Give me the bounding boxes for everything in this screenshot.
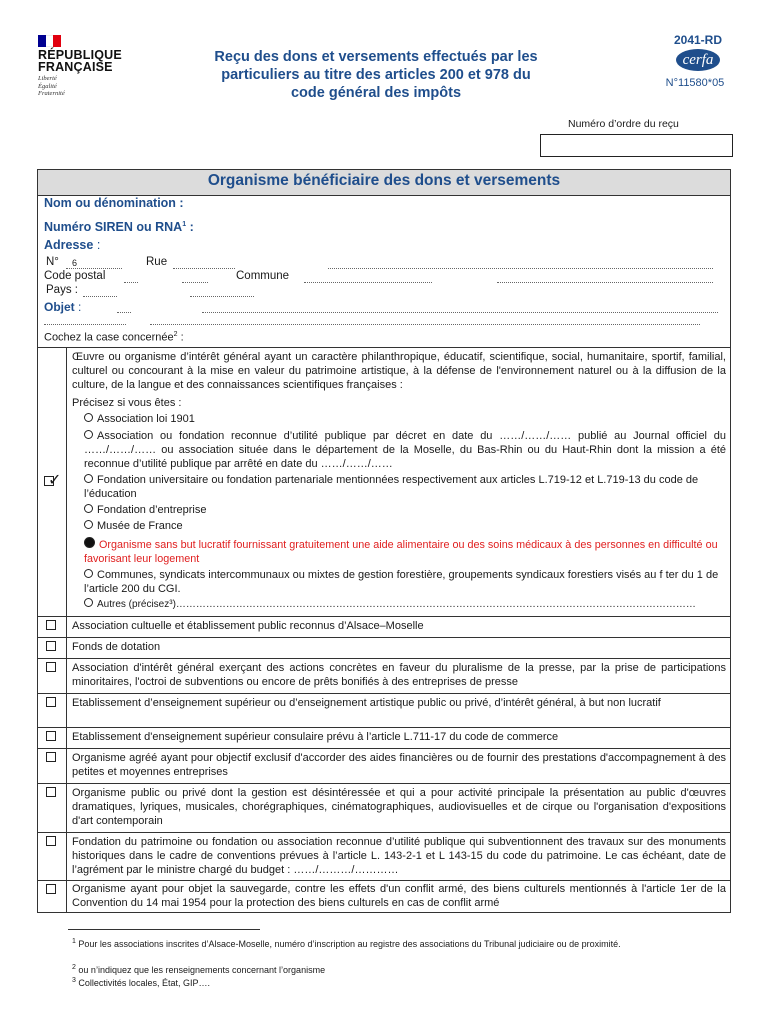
radio-icon[interactable] bbox=[84, 504, 93, 513]
row-text: Etablissement d’enseignement supérieur ou d’enseignement artistique public ou privé, d’intérêt général, à but non lucratif bbox=[72, 697, 661, 709]
checkbox[interactable] bbox=[46, 641, 56, 651]
footnote-divider bbox=[68, 929, 260, 930]
objet-label: Objet : bbox=[44, 300, 82, 314]
row-text: Association d'intérêt général exerçant des actions concrètes en faveur du pluralisme de la presse, par la prise de participations minoritaires, l'octroi de subventions ou encore de prêts bonifiés à des entreprises de presse bbox=[72, 662, 726, 688]
row-text: Fonds de dotation bbox=[72, 641, 161, 653]
row-text: Fondation du patrimoine ou fondation ou association reconnue d’utilité publique qui subventionnent des travaux sur des monuments historiques dans le cadre de conventions prévues à l’article L. 143-2-1 et L 143-15 du code du patrimoine. Le cas échéant, date de l’agrément par le ministre chargé du budget : ……/………/………… bbox=[72, 836, 726, 876]
checkbox[interactable] bbox=[46, 662, 56, 672]
commune-field[interactable] bbox=[304, 282, 432, 283]
footnote-2: $^2$ ou n’indiquez que les renseignements concernant l’organisme bbox=[72, 964, 326, 975]
siren-label: Numéro SIREN ou RNA$^1$ : bbox=[44, 220, 194, 234]
row-text: Organisme agréé ayant pour objectif exclusif d'accorder des aides financières ou de fournir des prestations d'accompagnement à des petites et moyennes entreprises bbox=[72, 752, 726, 778]
marianne-logo-flag bbox=[38, 35, 61, 47]
section-header: Organisme bénéficiaire des dons et versements bbox=[38, 170, 730, 196]
objet-field-3[interactable] bbox=[44, 324, 126, 325]
objet-field-4[interactable] bbox=[150, 324, 700, 325]
precisez-label: Précisez si vous êtes : bbox=[72, 397, 182, 409]
cerfa-logo: cerfa bbox=[676, 49, 720, 71]
numero-field[interactable] bbox=[66, 268, 122, 269]
rue-field-1[interactable] bbox=[173, 268, 235, 269]
radio-icon[interactable] bbox=[84, 474, 93, 483]
checkbox[interactable] bbox=[46, 731, 56, 741]
radio-icon[interactable] bbox=[84, 598, 93, 607]
nom-label: Nom ou dénomination : bbox=[44, 196, 184, 210]
checkbox[interactable] bbox=[46, 697, 56, 707]
pays-field[interactable] bbox=[83, 296, 117, 297]
rue-label: Rue bbox=[146, 256, 168, 268]
option-aide-alimentaire[interactable]: Organisme sans but lucratif fournissant gratuitement une aide alimentaire ou des soins médicaux à des personnes en difficulté ou favorisant leur logement bbox=[84, 539, 718, 565]
radio-selected-icon[interactable] bbox=[84, 537, 95, 548]
option-utilite-publique[interactable]: Association ou fondation reconnue d’utilité publique par décret en date du ……/……/…… publié au Journal officiel du ……/……/…… ou association située dans le département de la Moselle, du Bas-Rhin ou du Haut-Rhin dont la mission a été reconnue d’utilité publique par arrêté en date du ……/……/…… bbox=[84, 430, 726, 470]
checkbox[interactable] bbox=[46, 787, 56, 797]
row-text: Organisme public ou privé dont la gestion est désintéressée et qui a pour activité principale la présentation au public d'œuvres dramatiques, lyriques, musicales, chorégraphiques, cinématographiques, audiovisuelles et de cirque ou l'organisation d'expositions d'art contemporain bbox=[72, 787, 726, 827]
option-autres[interactable]: Autres (précisez³)………………………………………………………………………………………………………………………………………… bbox=[84, 598, 696, 612]
pays-field-2[interactable] bbox=[190, 296, 254, 297]
cerfa-number: N°11580*05 bbox=[665, 77, 725, 89]
option-fondation-universitaire[interactable]: Fondation universitaire ou fondation partenariale mentionnées respectivement aux articles L.719-12 et L.719-13 du code de l’éducation bbox=[84, 474, 699, 500]
checkbox[interactable] bbox=[46, 752, 56, 762]
page-title: Reçu des dons et versements effectués par les particuliers au titre des articles 200 et 978 du code général des impôts bbox=[214, 49, 538, 101]
option-fondation-entreprise[interactable]: Fondation d’entreprise bbox=[84, 503, 206, 517]
objet-field[interactable] bbox=[117, 312, 131, 313]
objet-field-2[interactable] bbox=[202, 312, 718, 313]
big-row-text: Œuvre ou organisme d’intérêt général ayant un caractère philanthropique, éducatif, scientifique, social, humanitaire, sportif, familial, culturel ou concourant à la mise en valeur du patrimoine artistique, à la défense de l'environnement naturel ou à la diffusion de la culture, de la langue et des connaissances scientifiques françaises : bbox=[72, 351, 726, 391]
option-musee-de-france[interactable]: Musée de France bbox=[84, 519, 183, 533]
code-postal-field[interactable] bbox=[124, 282, 138, 283]
checked-checkbox[interactable]: ✓ bbox=[44, 470, 61, 490]
numero-label: N° bbox=[46, 256, 59, 268]
footnote-3: $^3$ Collectivités locales, État, GIP…. bbox=[72, 977, 210, 988]
radio-icon[interactable] bbox=[84, 569, 93, 578]
row-text: Etablissement d'enseignement supérieur consulaire prévu à l’article L.711-17 du code de commerce bbox=[72, 731, 559, 743]
ordre-input[interactable] bbox=[540, 134, 733, 157]
radio-icon[interactable] bbox=[84, 430, 93, 439]
commune-label: Commune bbox=[236, 270, 290, 282]
logo-motto: Liberté Égalité Fraternité bbox=[38, 75, 65, 97]
checkbox[interactable] bbox=[46, 620, 56, 630]
adresse-label: Adresse : bbox=[44, 238, 101, 252]
ordre-label: Numéro d’ordre du reçu bbox=[568, 118, 679, 130]
numero-value: 6 bbox=[72, 258, 78, 268]
row-text: Organisme ayant pour objet la sauvegarde, contre les effets d'un conflit armé, des biens culturels mentionnés à l'article 1er de la Convention du 14 mai 1954 pour la protection des biens culturels en cas de conflit armé bbox=[72, 883, 726, 909]
code-postal-field-2[interactable] bbox=[182, 282, 208, 283]
checkbox[interactable] bbox=[46, 884, 56, 894]
cochez-label: Cochez la case concernée$^2$ : bbox=[44, 331, 184, 344]
republique-francaise-logo: RÉPUBLIQUE FRANÇAISE bbox=[38, 48, 122, 74]
option-association-loi-1901[interactable]: Association loi 1901 bbox=[84, 412, 195, 426]
row-text: Association cultuelle et établissement public reconnus d’Alsace–Moselle bbox=[72, 620, 424, 632]
cerfa-code: 2041-RD bbox=[673, 33, 723, 47]
checkbox[interactable] bbox=[46, 836, 56, 846]
radio-icon[interactable] bbox=[84, 413, 93, 422]
rue-field-2[interactable] bbox=[328, 268, 713, 269]
code-postal-label: Code postal bbox=[44, 270, 106, 282]
pays-label: Pays : bbox=[46, 284, 78, 296]
option-communes[interactable]: Communes, syndicats intercommunaux ou mixtes de gestion forestière, groupements syndicaux forestiers visés au f ter du 1 de l’article 200 du CGI. bbox=[84, 569, 719, 595]
commune-field-2[interactable] bbox=[497, 282, 713, 283]
radio-icon[interactable] bbox=[84, 520, 93, 529]
footnote-1: $^1$ Pour les associations inscrites d’Alsace-Moselle, numéro d’inscription au registre des associations du Tribunal judiciaire ou de proximité. bbox=[72, 938, 621, 949]
